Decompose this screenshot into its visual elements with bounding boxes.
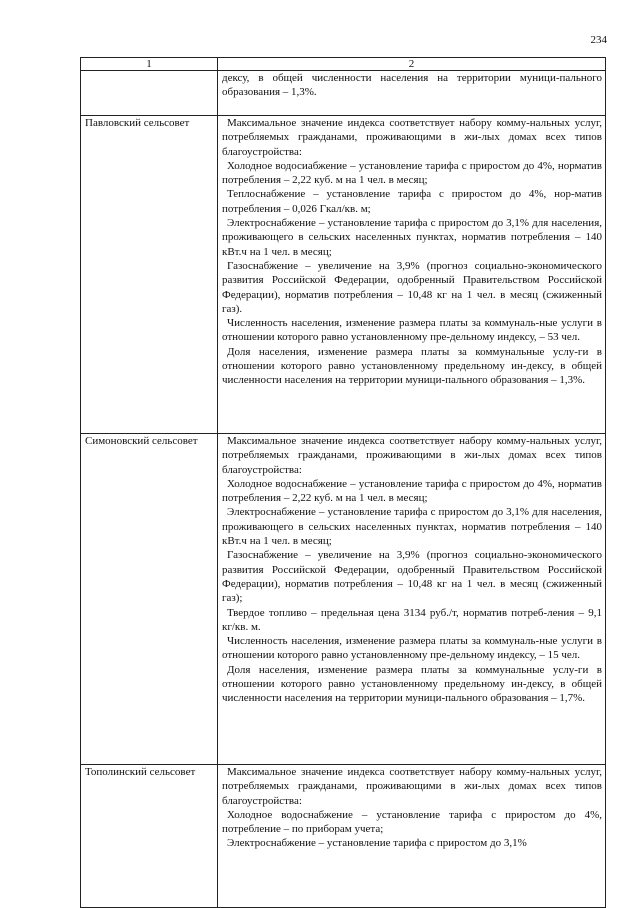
paragraph: Электроснабжение – установление тарифа с приростом до 3,1% bbox=[227, 837, 527, 850]
region-cell: Павловский сельсовет bbox=[81, 116, 218, 434]
paragraph: Электроснабжение – установление тарифа с приростом до 3,1% для населения, проживающего в сельских населенных пунктах, норматив потребления – 140 кВт.ч на 1 чел. в месяц; bbox=[222, 506, 602, 548]
paragraph: Газоснабжение – увеличение на 3,9% (прогноз социально-экономического развития Российской Федерации, одобренный Правительством Российской Федерации), норматив потребления – 10,48 кг на 1 чел. в месяц (сжиженный газ); bbox=[222, 549, 602, 605]
paragraph: Максимальное значение индекса соответствует набору комму-нальных услуг, потребляемых гражданами, проживающими в жи-лых домах всех типов благоустройства: bbox=[222, 766, 602, 807]
table-row bbox=[81, 116, 606, 434]
tariff-table bbox=[80, 57, 606, 908]
paragraph: Газоснабжение – увеличение на 3,9% (прогноз социально-экономического развития Российской Федерации, одобренный Правительством Российской Федерации), норматив потребления – 10,48 кг на 1 чел. в месяц (сжиженный газ). bbox=[222, 259, 602, 315]
table-row bbox=[81, 434, 606, 765]
paragraph: Численность населения, изменение размера платы за коммуналь-ные услуги в отношении которого равно установленному пре-дельному индексу, – 15 чел. bbox=[222, 635, 602, 662]
table-header-row bbox=[81, 58, 606, 71]
region-cell: Тополинский сельсовет bbox=[81, 765, 218, 908]
description-cell bbox=[218, 765, 606, 908]
paragraph: Холодное водосиабжение – установление тарифа с приростом до 4%, норматив потребления – 2,22 куб. м на 1 чел. в месяц; bbox=[222, 159, 602, 187]
column-header-1: 1 bbox=[81, 58, 218, 71]
paragraph: Холодное водоснабжение – установление тарифа с приростом до 4%, норматив потребления – 2,22 куб. м на 1 чел. в месяц; bbox=[222, 477, 602, 505]
table-row bbox=[81, 765, 606, 908]
column-header-2: 2 bbox=[218, 58, 606, 71]
paragraph: Холодное водоснабжение – установление тарифа с приростом до 4%, потребление – по приборам учета; bbox=[222, 808, 602, 836]
paragraph: дексу, в общей численности населения на территории муници-пального образования – 1,3%. bbox=[222, 72, 602, 99]
page-number: 234 bbox=[590, 34, 607, 46]
paragraph: Доля населения, изменение размера платы за коммунальные услу-ги в отношении которого равно установленному предельному ин-дексу, в общей численности населения на территории муници-пального образования – 1,7%. bbox=[222, 663, 602, 705]
table-row bbox=[81, 71, 606, 116]
paragraph: Теплоснабжение – установление тарифа с приростом до 4%, нор-матив потребления – 0,026 Гкал/кв. м; bbox=[222, 188, 602, 215]
region-cell: Симоновский сельсовет bbox=[81, 434, 218, 765]
paragraph: Максимальное значение индекса соответствует набору комму-нальных услуг, потребляемых гражданами, проживающими в жи-лых домах всех типов благоустройства: bbox=[222, 435, 602, 476]
paragraph: Электроснабжение – установление тарифа с приростом до 3,1% для населения, проживающего в сельских населенных пунктах, норматив потребления – 140 кВт.ч на 1 чел. в месяц; bbox=[222, 217, 602, 258]
region-cell bbox=[81, 71, 218, 116]
paragraph: Доля населения, изменение размера платы за коммунальные услу-ги в отношении которого равно установленному предельному ин-дексу, в общей численности населения на территории муници-пального образования – 1,3%. bbox=[222, 345, 602, 387]
paragraph: Максимальное значение индекса соответствует набору комму-нальных услуг, потребляемых гражданами, проживающими в жи-лых домах всех типов благоустройства: bbox=[222, 117, 602, 158]
description-cell bbox=[218, 71, 606, 116]
description-cell bbox=[218, 116, 606, 434]
description-cell bbox=[218, 434, 606, 765]
paragraph: Твердое топливо – предельная цена 3134 руб./т, норматив потреб-ления – 9,1 кг/кв. м. bbox=[222, 606, 602, 633]
paragraph: Численность населения, изменение размера платы за коммуналь-ные услуги в отношении которого равно установленному пре-дельному индексу, – 53 чел. bbox=[222, 317, 602, 344]
